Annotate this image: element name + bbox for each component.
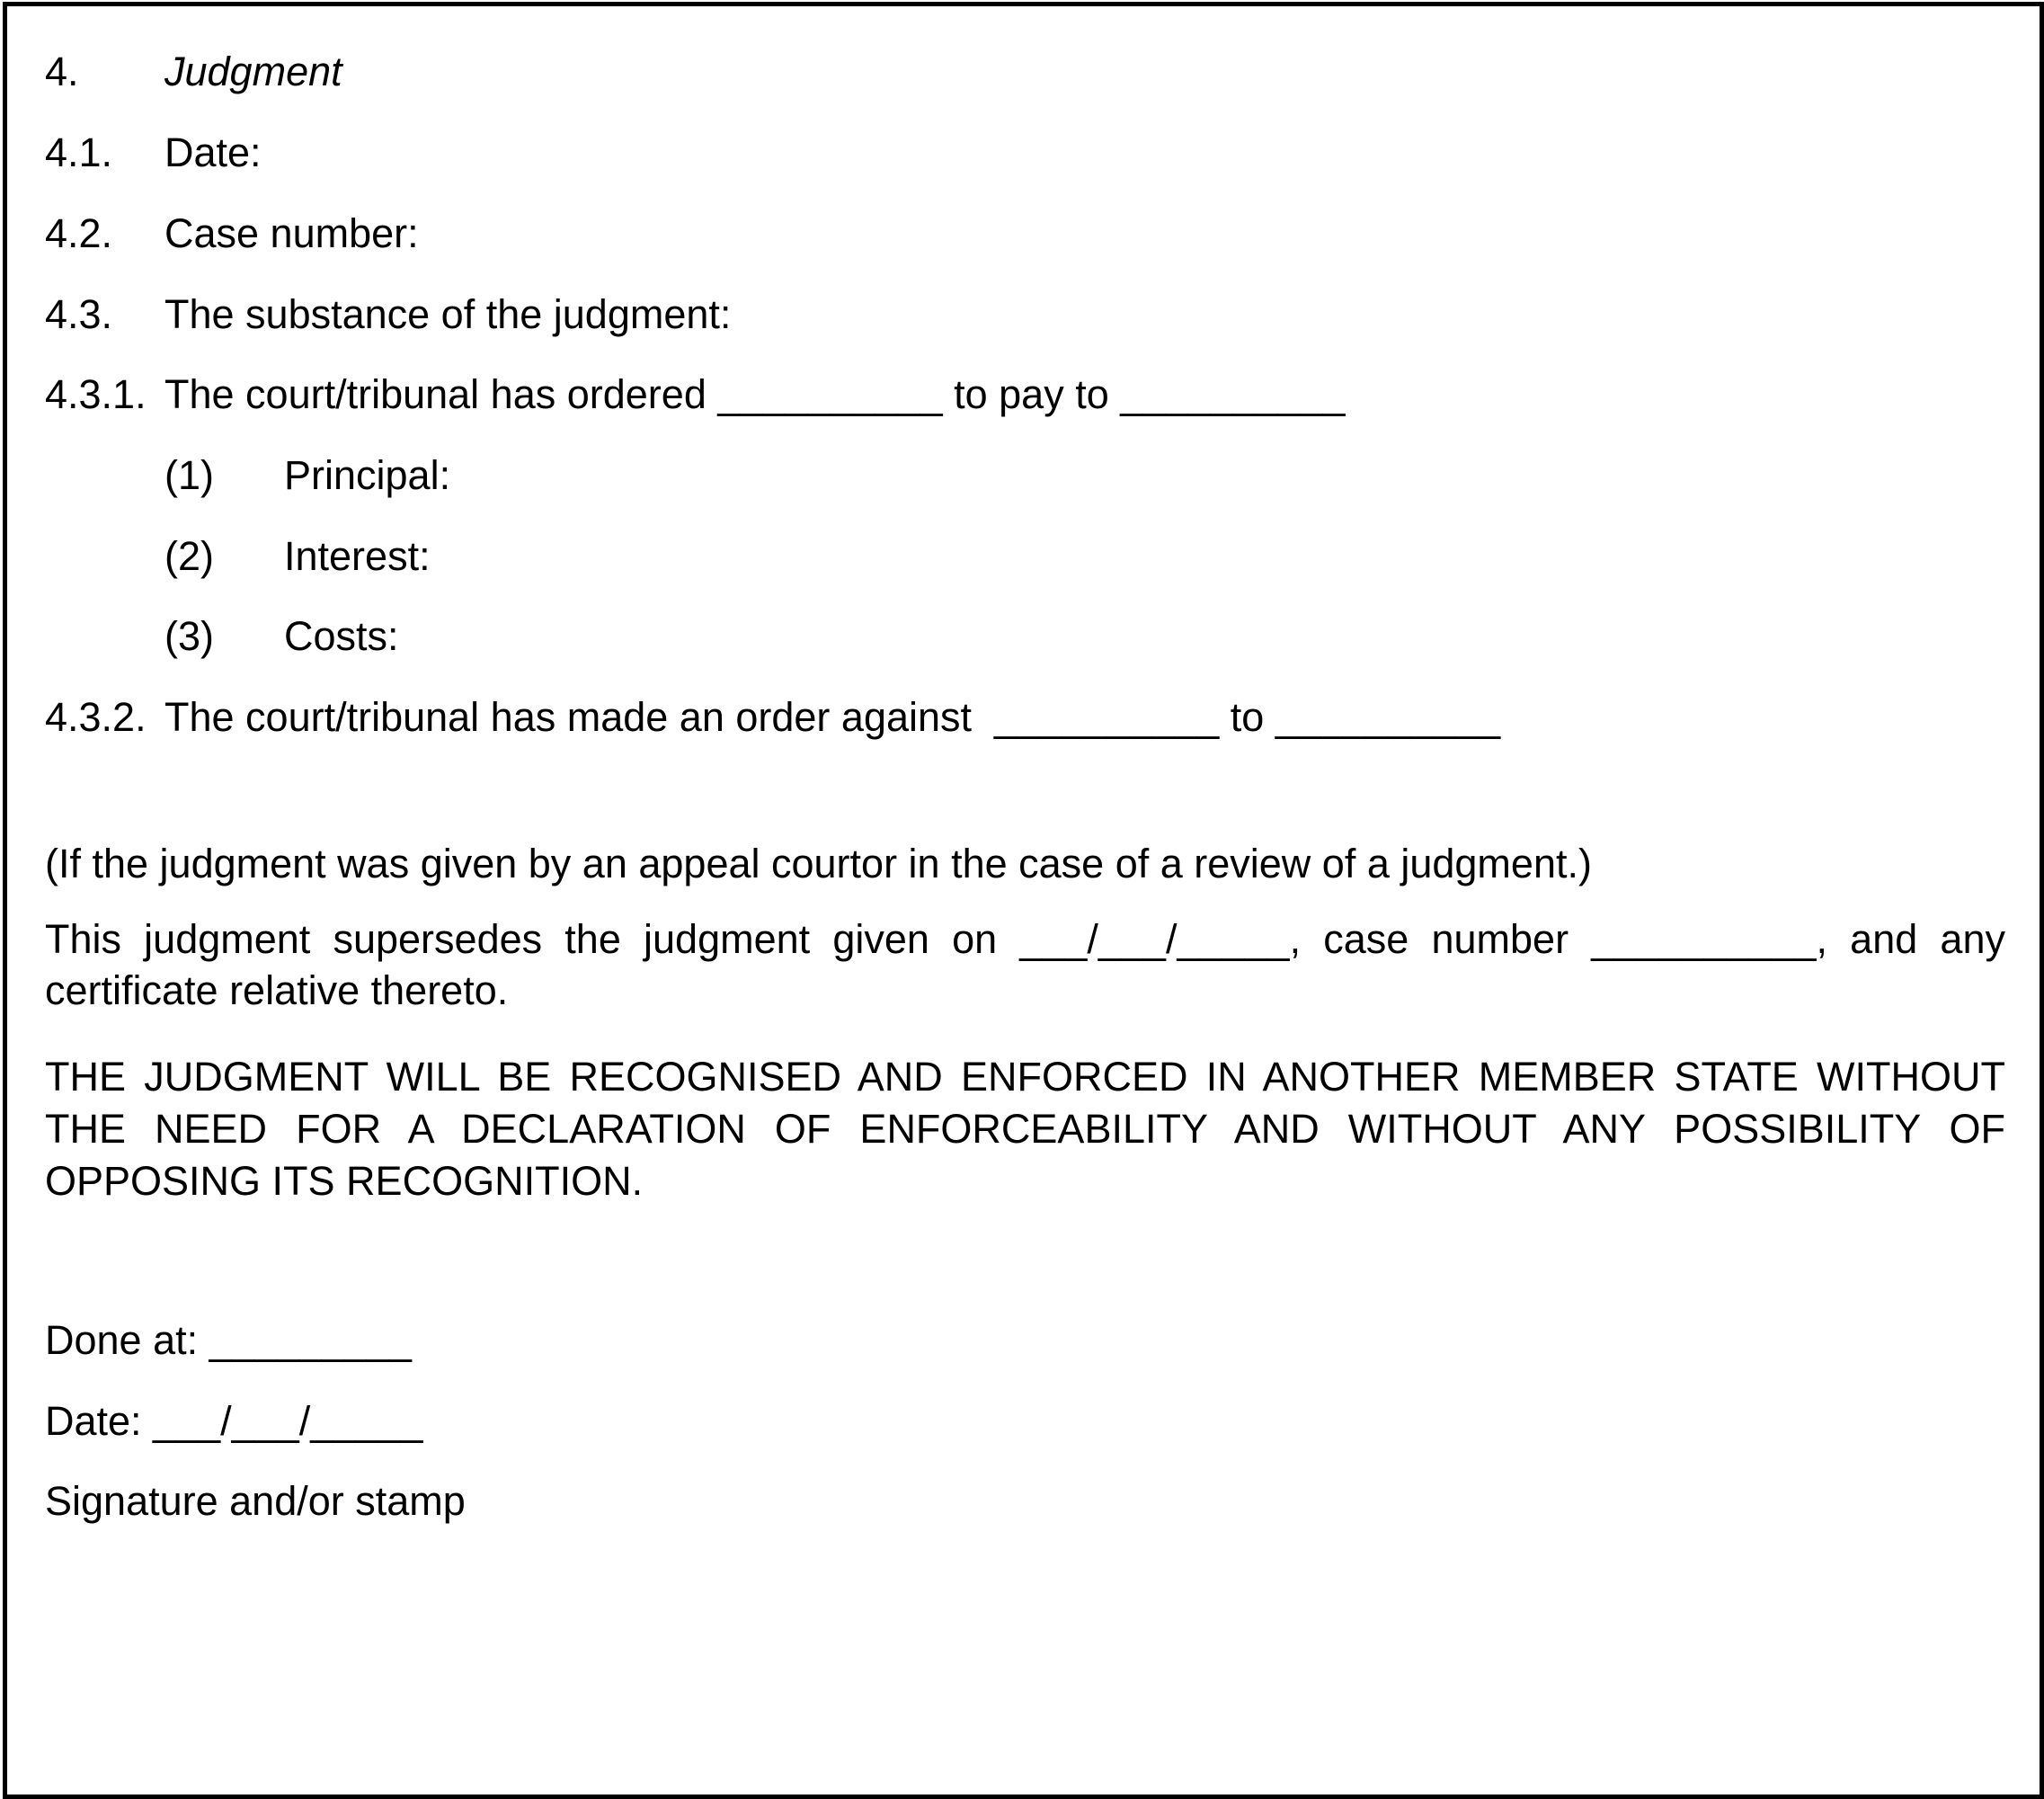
signoff-date-field: Date: ___/___/_____	[45, 1398, 423, 1444]
done-at-field: Done at: _________	[45, 1317, 412, 1363]
item-label: The substance of the judgment:	[164, 291, 732, 337]
item-label: The court/tribunal has ordered __________ to pay to __________	[164, 371, 1346, 417]
item-number: 4.3.	[45, 291, 113, 337]
section-title: Judgment	[164, 49, 342, 94]
supersedes-statement: This judgment supersedes the judgment given on ___/___/_____, case number __________, and any certificate relative thereto.	[45, 916, 2005, 1013]
item-label: Date:	[164, 129, 262, 175]
appeal-note: (If the judgment was given by an appeal courtor in the case of a review of a judgment.)	[45, 841, 1592, 886]
recognition-notice: THE JUDGMENT WILL BE RECOGNISED AND ENFORCED IN ANOTHER MEMBER STATE WITHOUT THE NEED FOR A DECLARATION OF ENFORCEABILITY AND WITHOUT ANY POSSIBILITY OF OPPOSING ITS RECOGNITION.	[45, 1054, 2005, 1204]
item-number: 4.3.2.	[45, 694, 147, 740]
item-label: Principal:	[284, 452, 451, 498]
form-frame	[3, 2, 2044, 1799]
item-number: (1)	[164, 452, 214, 498]
signature-stamp-label: Signature and/or stamp	[45, 1478, 466, 1524]
item-number: 4.3.1.	[45, 371, 147, 417]
item-number: 4.1.	[45, 129, 113, 175]
item-number: (2)	[164, 533, 214, 579]
section-number: 4.	[45, 49, 79, 94]
item-label: Case number:	[164, 210, 419, 256]
item-label: Interest:	[284, 533, 431, 579]
item-label: The court/tribunal has made an order against __________ to __________	[164, 694, 1501, 740]
item-label: Costs:	[284, 613, 399, 659]
item-number: 4.2.	[45, 210, 113, 256]
item-number: (3)	[164, 613, 214, 659]
